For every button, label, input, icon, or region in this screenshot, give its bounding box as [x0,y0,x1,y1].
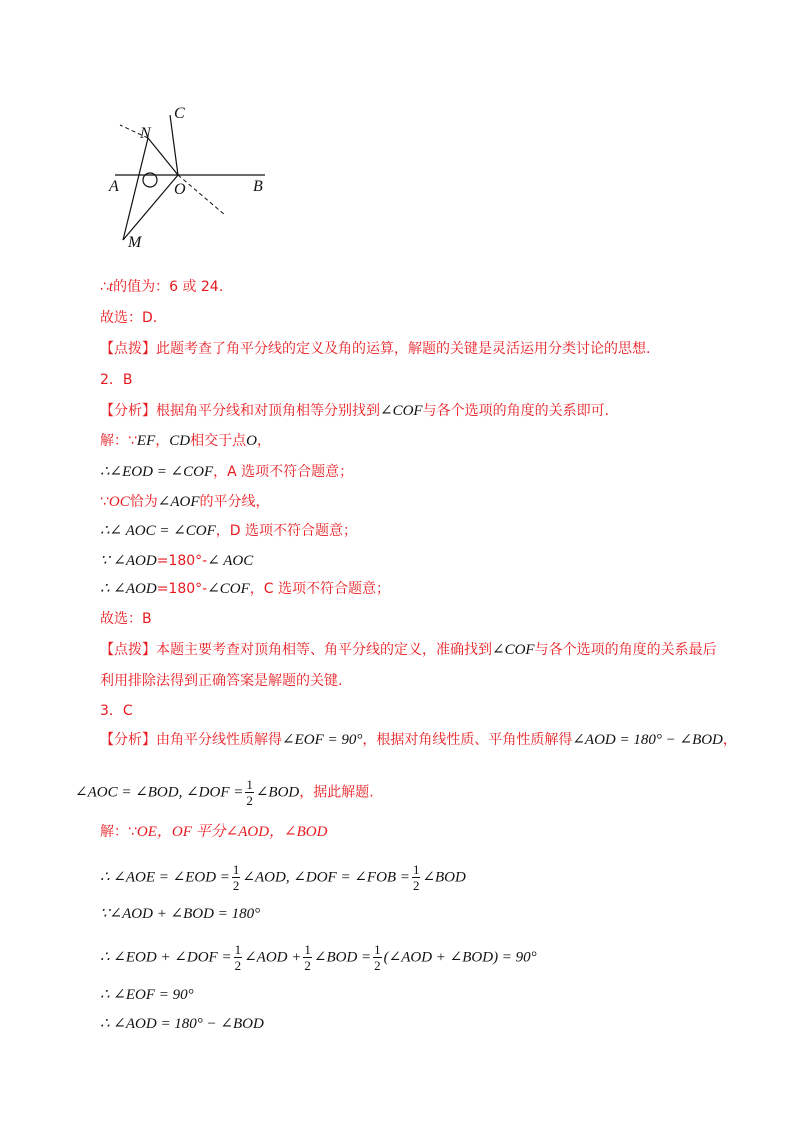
label-c: C [174,105,185,122]
step-aod-2: ∴ ∠AOD=180°-∠COF，C 选项不符合题意； [100,581,391,597]
label-o: O [174,181,186,198]
step-3-1: ∴ ∠AOE = ∠EOD = $\frac{1}{2}$ ∠AOD, ∠DOF = ∠FOB = $\frac{1}{2}$ ∠BOD [100,862,466,893]
label-b: B [253,178,263,195]
analysis-2: 【分析】根据角平分线和对顶角相等分别找到∠COF与各个选项的角度的关系即可. [100,403,610,419]
fraction-half: $\frac{1}{2}$ [234,942,242,973]
step-3-3: ∴ ∠EOD + ∠DOF = $\frac{1}{2}$ ∠AOD + $\frac{1}{2}$ ∠BOD = $\frac{1}{2}$ (∠AOD + ∠BOD) = 90° [100,942,537,973]
fraction-half: $\frac{1}{2}$ [304,942,311,973]
geometry-figure [100,100,280,260]
label-n: N [140,125,151,142]
fraction-half: $\frac{1}{2}$ [246,777,253,808]
label-m: M [128,234,142,251]
question-2-answer: 2．B [100,372,133,388]
fraction-half: $\frac{1}{2}$ [232,862,240,893]
step-aod-1: ∵ ∠AOD=180°-∠ AOC [100,553,254,569]
tip-1: 【点拨】此题考查了角平分线的定义及角的运算，解题的关键是灵活运用分类讨论的思想. [100,341,651,357]
step-3-4: ∴ ∠EOF = 90° [100,987,194,1003]
label-a: A [109,178,119,195]
solution-2-intro: 解：∵EF，CD相交于点O， [100,433,271,449]
select-b: 故选：B [100,611,152,627]
step-aoc: ∴∠ AOC = ∠COF，D 选项不符合题意； [100,523,358,539]
analysis-3-cont: ∠AOC = ∠BOD, ∠DOF = $\frac{1}{2}$ ∠BOD，据此解题. [75,777,374,808]
step-3-5: ∴ ∠AOD = 180° − ∠BOD [100,1016,264,1032]
select-d: 故选：D. [100,310,158,326]
tip-2-cont: 利用排除法得到正确答案是解题的关键. [100,673,343,689]
step-3-2: ∵∠AOD + ∠BOD = 180° [100,906,261,922]
step-oc-bisector: ∵OC恰为∠AOF的平分线， [100,494,270,510]
t-value-line: ∴t的值为：6 或 24. [100,279,224,295]
fraction-half: $\frac{1}{2}$ [374,942,381,973]
step-eod: ∴∠EOD = ∠COF，A 选项不符合题意； [100,464,354,480]
question-3-answer: 3．C [100,703,133,719]
fraction-half: $\frac{1}{2}$ [412,862,420,893]
solution-3-intro: 解：∵OE，OF 平分∠AOD，∠BOD [100,824,328,840]
tip-2: 【点拨】本题主要考查对顶角相等、角平分线的定义，准确找到∠COF与各个选项的角度的关系最后 [100,642,717,658]
analysis-3: 【分析】由角平分线性质解得∠EOF = 90°，根据对角线性质、平角性质解得∠AOD = 180° − ∠BOD， [100,732,737,748]
